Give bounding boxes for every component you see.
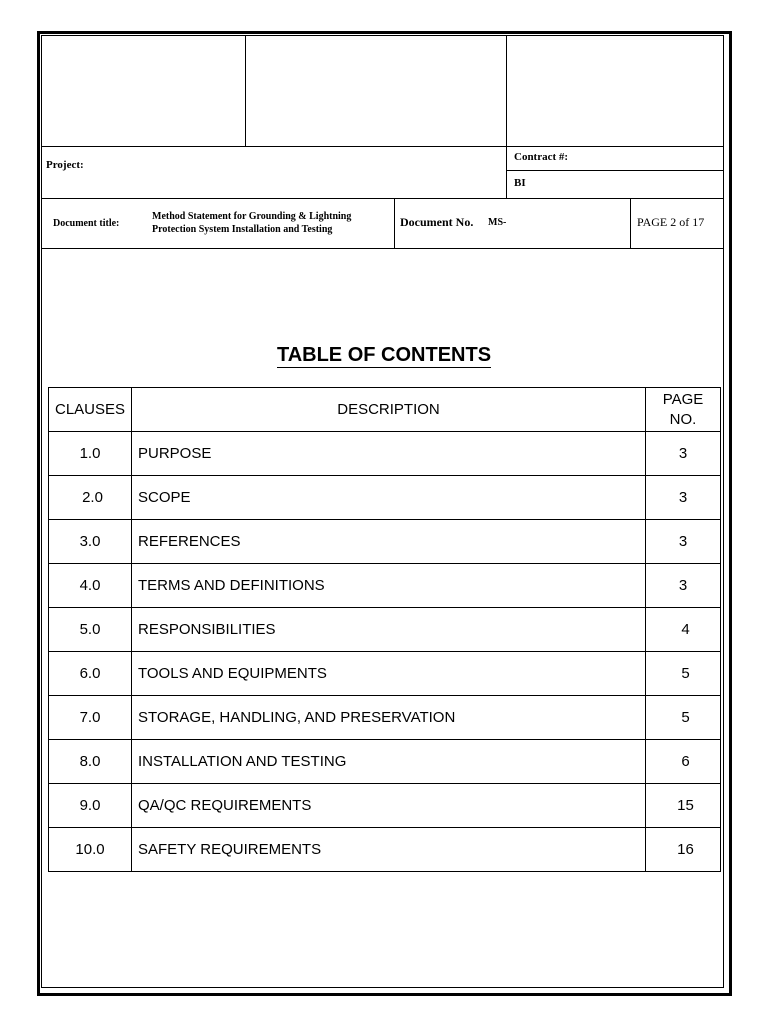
table-row <box>49 828 721 872</box>
column-header-description: DESCRIPTION <box>132 388 646 432</box>
clause-number: 2.0 <box>49 476 132 520</box>
table-row <box>49 564 721 608</box>
table-row <box>49 740 721 784</box>
clause-page: 5 <box>646 696 721 740</box>
clause-number: 1.0 <box>49 432 132 476</box>
clause-page: 3 <box>646 564 721 608</box>
clause-page: 4 <box>646 608 721 652</box>
column-header-page <box>646 388 721 432</box>
clause-number: 6.0 <box>49 652 132 696</box>
document-title-line1: Method Statement for Grounding & Lightning <box>152 211 352 222</box>
toc-title-text: TABLE OF CONTENTS <box>276 344 492 366</box>
clause-number: 4.0 <box>49 564 132 608</box>
page-number: PAGE 2 of 17 <box>637 215 705 229</box>
clause-page: 3 <box>646 520 721 564</box>
header-divider <box>42 248 724 249</box>
clause-description: INSTALLATION AND TESTING <box>132 740 646 784</box>
clause-page: 3 <box>646 476 721 520</box>
document-title-label: Document title: <box>53 218 120 229</box>
table-row <box>49 432 721 476</box>
header-divider <box>245 36 246 146</box>
clause-page: 3 <box>646 432 721 476</box>
clause-description: SAFETY REQUIREMENTS <box>132 828 646 872</box>
clause-number: 5.0 <box>49 608 132 652</box>
clause-description: STORAGE, HANDLING, AND PRESERVATION <box>132 696 646 740</box>
clause-description: REFERENCES <box>132 520 646 564</box>
clause-number: 3.0 <box>49 520 132 564</box>
clause-number: 10.0 <box>49 828 132 872</box>
table-row <box>49 608 721 652</box>
table-row <box>49 652 721 696</box>
clause-page: 16 <box>646 828 721 872</box>
table-row <box>49 476 721 520</box>
header-divider <box>630 198 631 248</box>
clause-number: 8.0 <box>49 740 132 784</box>
clause-page: 15 <box>646 784 721 828</box>
header-divider <box>506 170 724 171</box>
toc-table <box>48 387 721 872</box>
clause-number: 7.0 <box>49 696 132 740</box>
clause-description: PURPOSE <box>132 432 646 476</box>
clause-description: SCOPE <box>132 476 646 520</box>
column-header-clauses: CLAUSES <box>49 388 132 432</box>
table-header-row <box>49 388 721 432</box>
page-header-line2: NO. <box>669 410 697 428</box>
document-title-line2: Protection System Installation and Testing <box>152 224 333 235</box>
clause-description: TOOLS AND EQUIPMENTS <box>132 652 646 696</box>
header-divider <box>42 198 724 199</box>
page-header-line1: PAGE <box>662 390 704 408</box>
clause-number: 9.0 <box>49 784 132 828</box>
table-row <box>49 784 721 828</box>
clause-description: TERMS AND DEFINITIONS <box>132 564 646 608</box>
clause-page: 5 <box>646 652 721 696</box>
contract-value: BI <box>514 177 526 189</box>
table-row <box>49 520 721 564</box>
table-row <box>49 696 721 740</box>
document-no-label: Document No. <box>400 215 474 229</box>
clause-description: RESPONSIBILITIES <box>132 608 646 652</box>
clause-page: 6 <box>646 740 721 784</box>
header-divider <box>42 146 724 147</box>
page-title <box>0 344 768 367</box>
header-divider <box>506 36 507 198</box>
project-label: Project: <box>46 159 84 171</box>
header-divider <box>394 198 395 248</box>
document-no-value: MS- <box>488 217 507 228</box>
clause-description: QA/QC REQUIREMENTS <box>132 784 646 828</box>
contract-label: Contract #: <box>514 151 569 163</box>
